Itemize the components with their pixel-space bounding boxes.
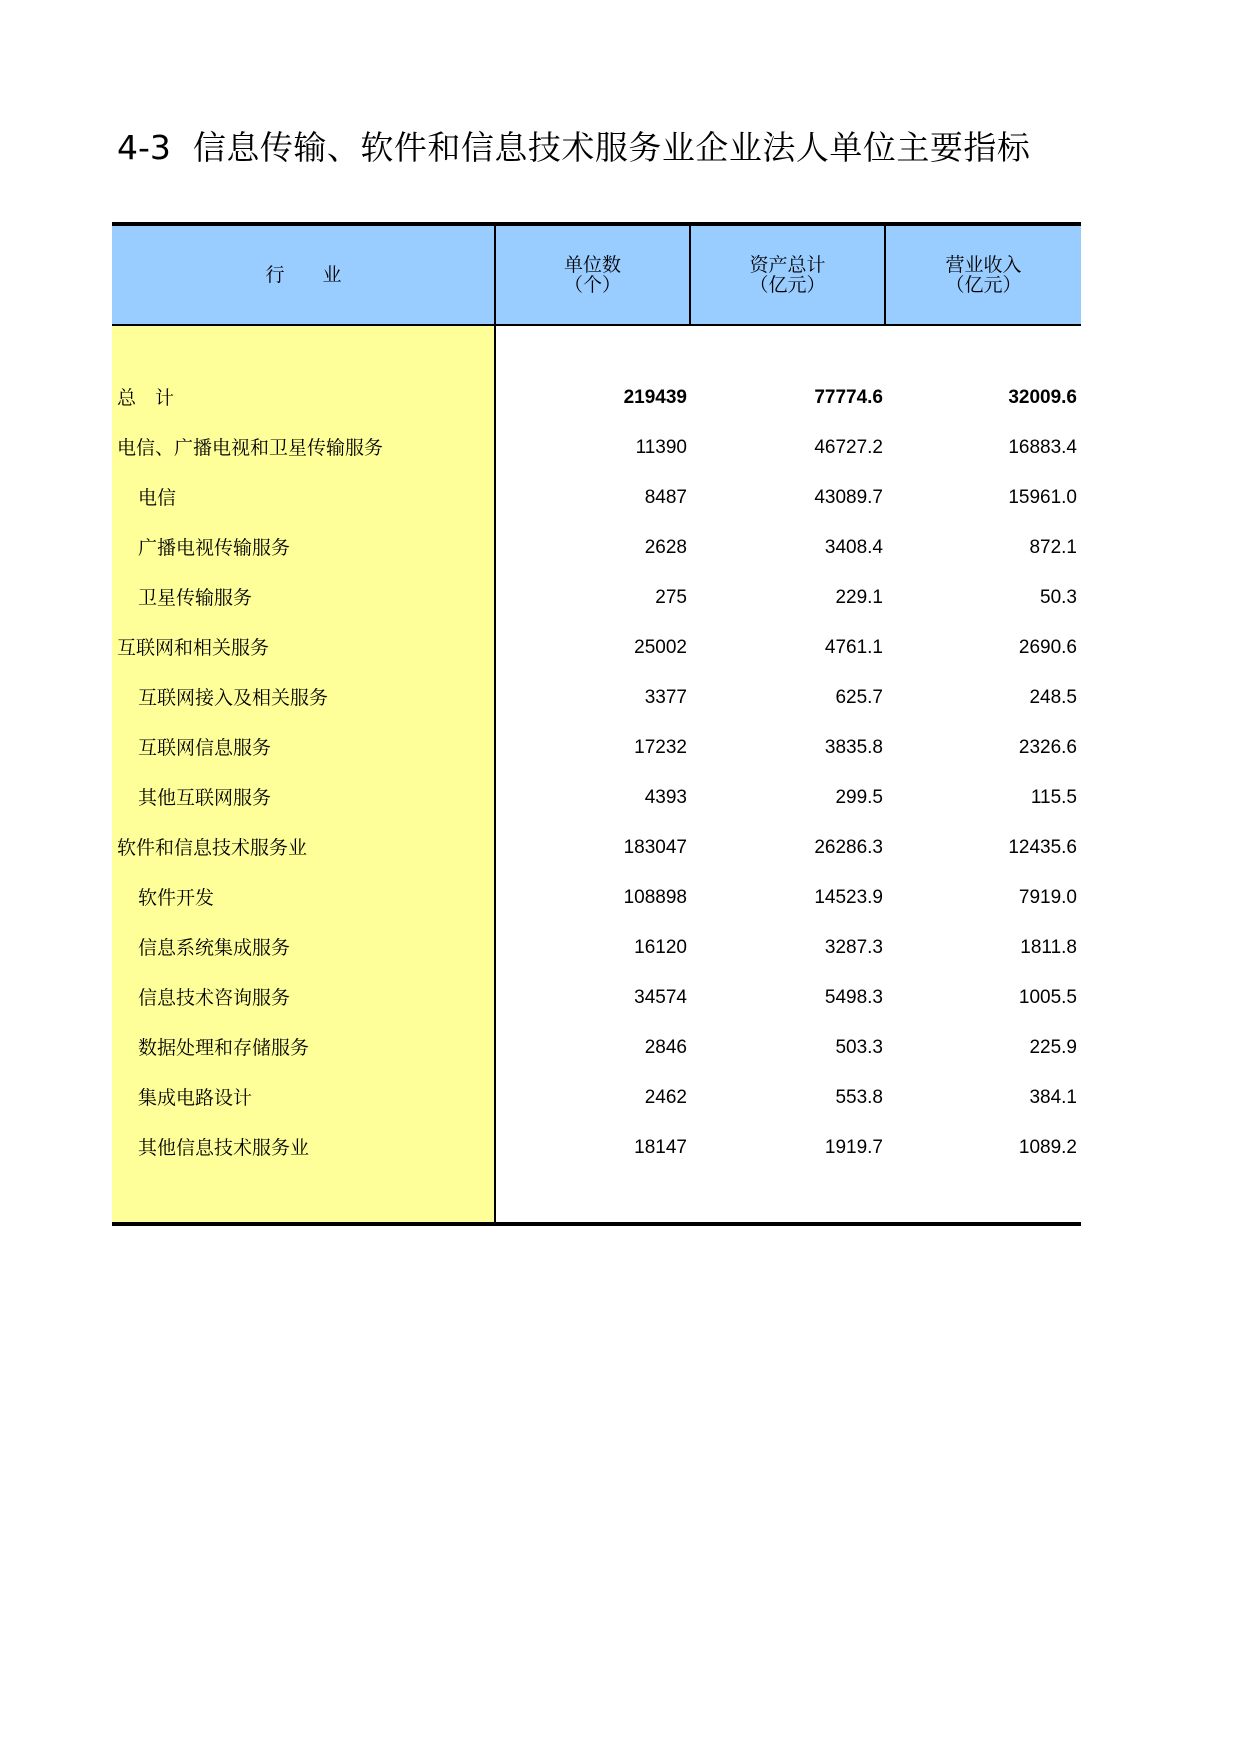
header-bottom-rule <box>112 324 1081 326</box>
unit-count-value: 3377 <box>644 687 687 708</box>
unit-count-value: 2628 <box>644 537 687 558</box>
table-row <box>112 873 1081 923</box>
row-label: 其他互联网服务 <box>138 787 272 809</box>
unit-count-value: 2462 <box>644 1087 687 1108</box>
row-label: 其他信息技术服务业 <box>138 1137 310 1159</box>
unit-count-value: 34574 <box>634 987 687 1008</box>
unit-count-value: 2846 <box>644 1037 687 1058</box>
row-label: 互联网和相关服务 <box>117 637 270 659</box>
indicator-table <box>112 222 1081 1226</box>
table-row <box>112 823 1081 873</box>
operating-revenue-value: 32009.6 <box>1008 387 1077 408</box>
total-assets-value: 625.7 <box>835 687 883 708</box>
row-label: 信息系统集成服务 <box>138 937 291 959</box>
operating-revenue-value: 872.1 <box>1029 537 1077 558</box>
table-row <box>112 673 1081 723</box>
total-assets-value: 5498.3 <box>824 987 883 1008</box>
total-assets-value: 1919.7 <box>824 1137 883 1158</box>
row-label: 卫星传输服务 <box>138 587 253 609</box>
operating-revenue-value: 1089.2 <box>1018 1137 1077 1158</box>
operating-revenue-value: 115.5 <box>1030 787 1077 808</box>
row-label: 电信 <box>138 487 177 509</box>
header-operating-revenue-unit: （亿元） <box>945 274 1022 296</box>
table-number: 4-3 <box>117 128 171 167</box>
table-row <box>112 973 1081 1023</box>
row-label: 电信、广播电视和卫星传输服务 <box>117 437 384 459</box>
header-industry <box>112 226 495 324</box>
table-row <box>112 623 1081 673</box>
unit-count-value: 219439 <box>623 387 687 408</box>
operating-revenue-value: 15961.0 <box>1008 487 1077 508</box>
row-label: 数据处理和存储服务 <box>138 1037 310 1059</box>
operating-revenue-value: 384.1 <box>1029 1087 1077 1108</box>
total-assets-value: 77774.6 <box>814 387 883 408</box>
operating-revenue-value: 248.5 <box>1029 687 1077 708</box>
header-operating-revenue <box>886 226 1081 324</box>
total-assets-value: 14523.9 <box>814 887 883 908</box>
row-label: 信息技术咨询服务 <box>138 987 291 1009</box>
total-assets-value: 4761.1 <box>824 637 883 658</box>
table-row <box>112 423 1081 473</box>
row-label: 软件和信息技术服务业 <box>117 837 308 859</box>
total-assets-value: 299.5 <box>835 787 883 808</box>
total-assets-value: 229.1 <box>835 587 883 608</box>
row-label: 软件开发 <box>138 887 215 909</box>
unit-count-value: 17232 <box>634 737 687 758</box>
row-label: 总 计 <box>117 387 175 409</box>
table-row <box>112 1023 1081 1073</box>
header-industry-label: 行 业 <box>265 264 342 286</box>
header-unit-count <box>496 226 689 324</box>
unit-count-value: 16120 <box>634 937 687 958</box>
operating-revenue-value: 12435.6 <box>1008 837 1077 858</box>
total-assets-value: 503.3 <box>835 1037 883 1058</box>
header-total-assets-unit: （亿元） <box>749 274 826 296</box>
unit-count-value: 18147 <box>634 1137 687 1158</box>
unit-count-value: 25002 <box>634 637 687 658</box>
unit-count-value: 8487 <box>644 487 687 508</box>
total-assets-value: 3835.8 <box>824 737 883 758</box>
table-row <box>112 573 1081 623</box>
operating-revenue-value: 16883.4 <box>1008 437 1077 458</box>
header-total-assets <box>691 226 884 324</box>
row-label: 集成电路设计 <box>138 1087 253 1109</box>
unit-count-value: 4393 <box>644 787 687 808</box>
table-row <box>112 1123 1081 1173</box>
row-label: 广播电视传输服务 <box>138 537 291 559</box>
unit-count-value: 275 <box>655 587 687 608</box>
table-row-total <box>112 373 1081 423</box>
total-assets-value: 553.8 <box>835 1087 883 1108</box>
page-title <box>117 124 1030 172</box>
header-operating-revenue-label: 营业收入 <box>945 254 1022 276</box>
table-title-text: 信息传输、软件和信息技术服务业企业法人单位主要指标 <box>192 128 1031 167</box>
unit-count-value: 183047 <box>623 837 687 858</box>
unit-count-value: 11390 <box>635 437 687 458</box>
table-row <box>112 773 1081 823</box>
operating-revenue-value: 1005.5 <box>1018 987 1077 1008</box>
total-assets-value: 3408.4 <box>824 537 883 558</box>
table-row <box>112 473 1081 523</box>
row-label: 互联网信息服务 <box>138 737 272 759</box>
header-unit-count-unit: （个） <box>563 274 621 296</box>
operating-revenue-value: 50.3 <box>1040 587 1077 608</box>
header-total-assets-label: 资产总计 <box>749 254 826 276</box>
unit-count-value: 108898 <box>623 887 687 908</box>
operating-revenue-value: 7919.0 <box>1018 887 1077 908</box>
header-unit-count-label: 单位数 <box>563 254 621 276</box>
operating-revenue-value: 2326.6 <box>1018 737 1077 758</box>
total-assets-value: 26286.3 <box>814 837 883 858</box>
total-assets-value: 46727.2 <box>814 437 883 458</box>
operating-revenue-value: 2690.6 <box>1018 637 1077 658</box>
table-row <box>112 923 1081 973</box>
operating-revenue-value: 1811.8 <box>1020 937 1077 958</box>
row-label: 互联网接入及相关服务 <box>138 687 329 709</box>
table-row <box>112 523 1081 573</box>
total-assets-value: 3287.3 <box>824 937 883 958</box>
table-bottom-rule <box>112 1222 1081 1226</box>
operating-revenue-value: 225.9 <box>1029 1037 1077 1058</box>
table-row <box>112 1073 1081 1123</box>
table-row <box>112 723 1081 773</box>
total-assets-value: 43089.7 <box>814 487 883 508</box>
